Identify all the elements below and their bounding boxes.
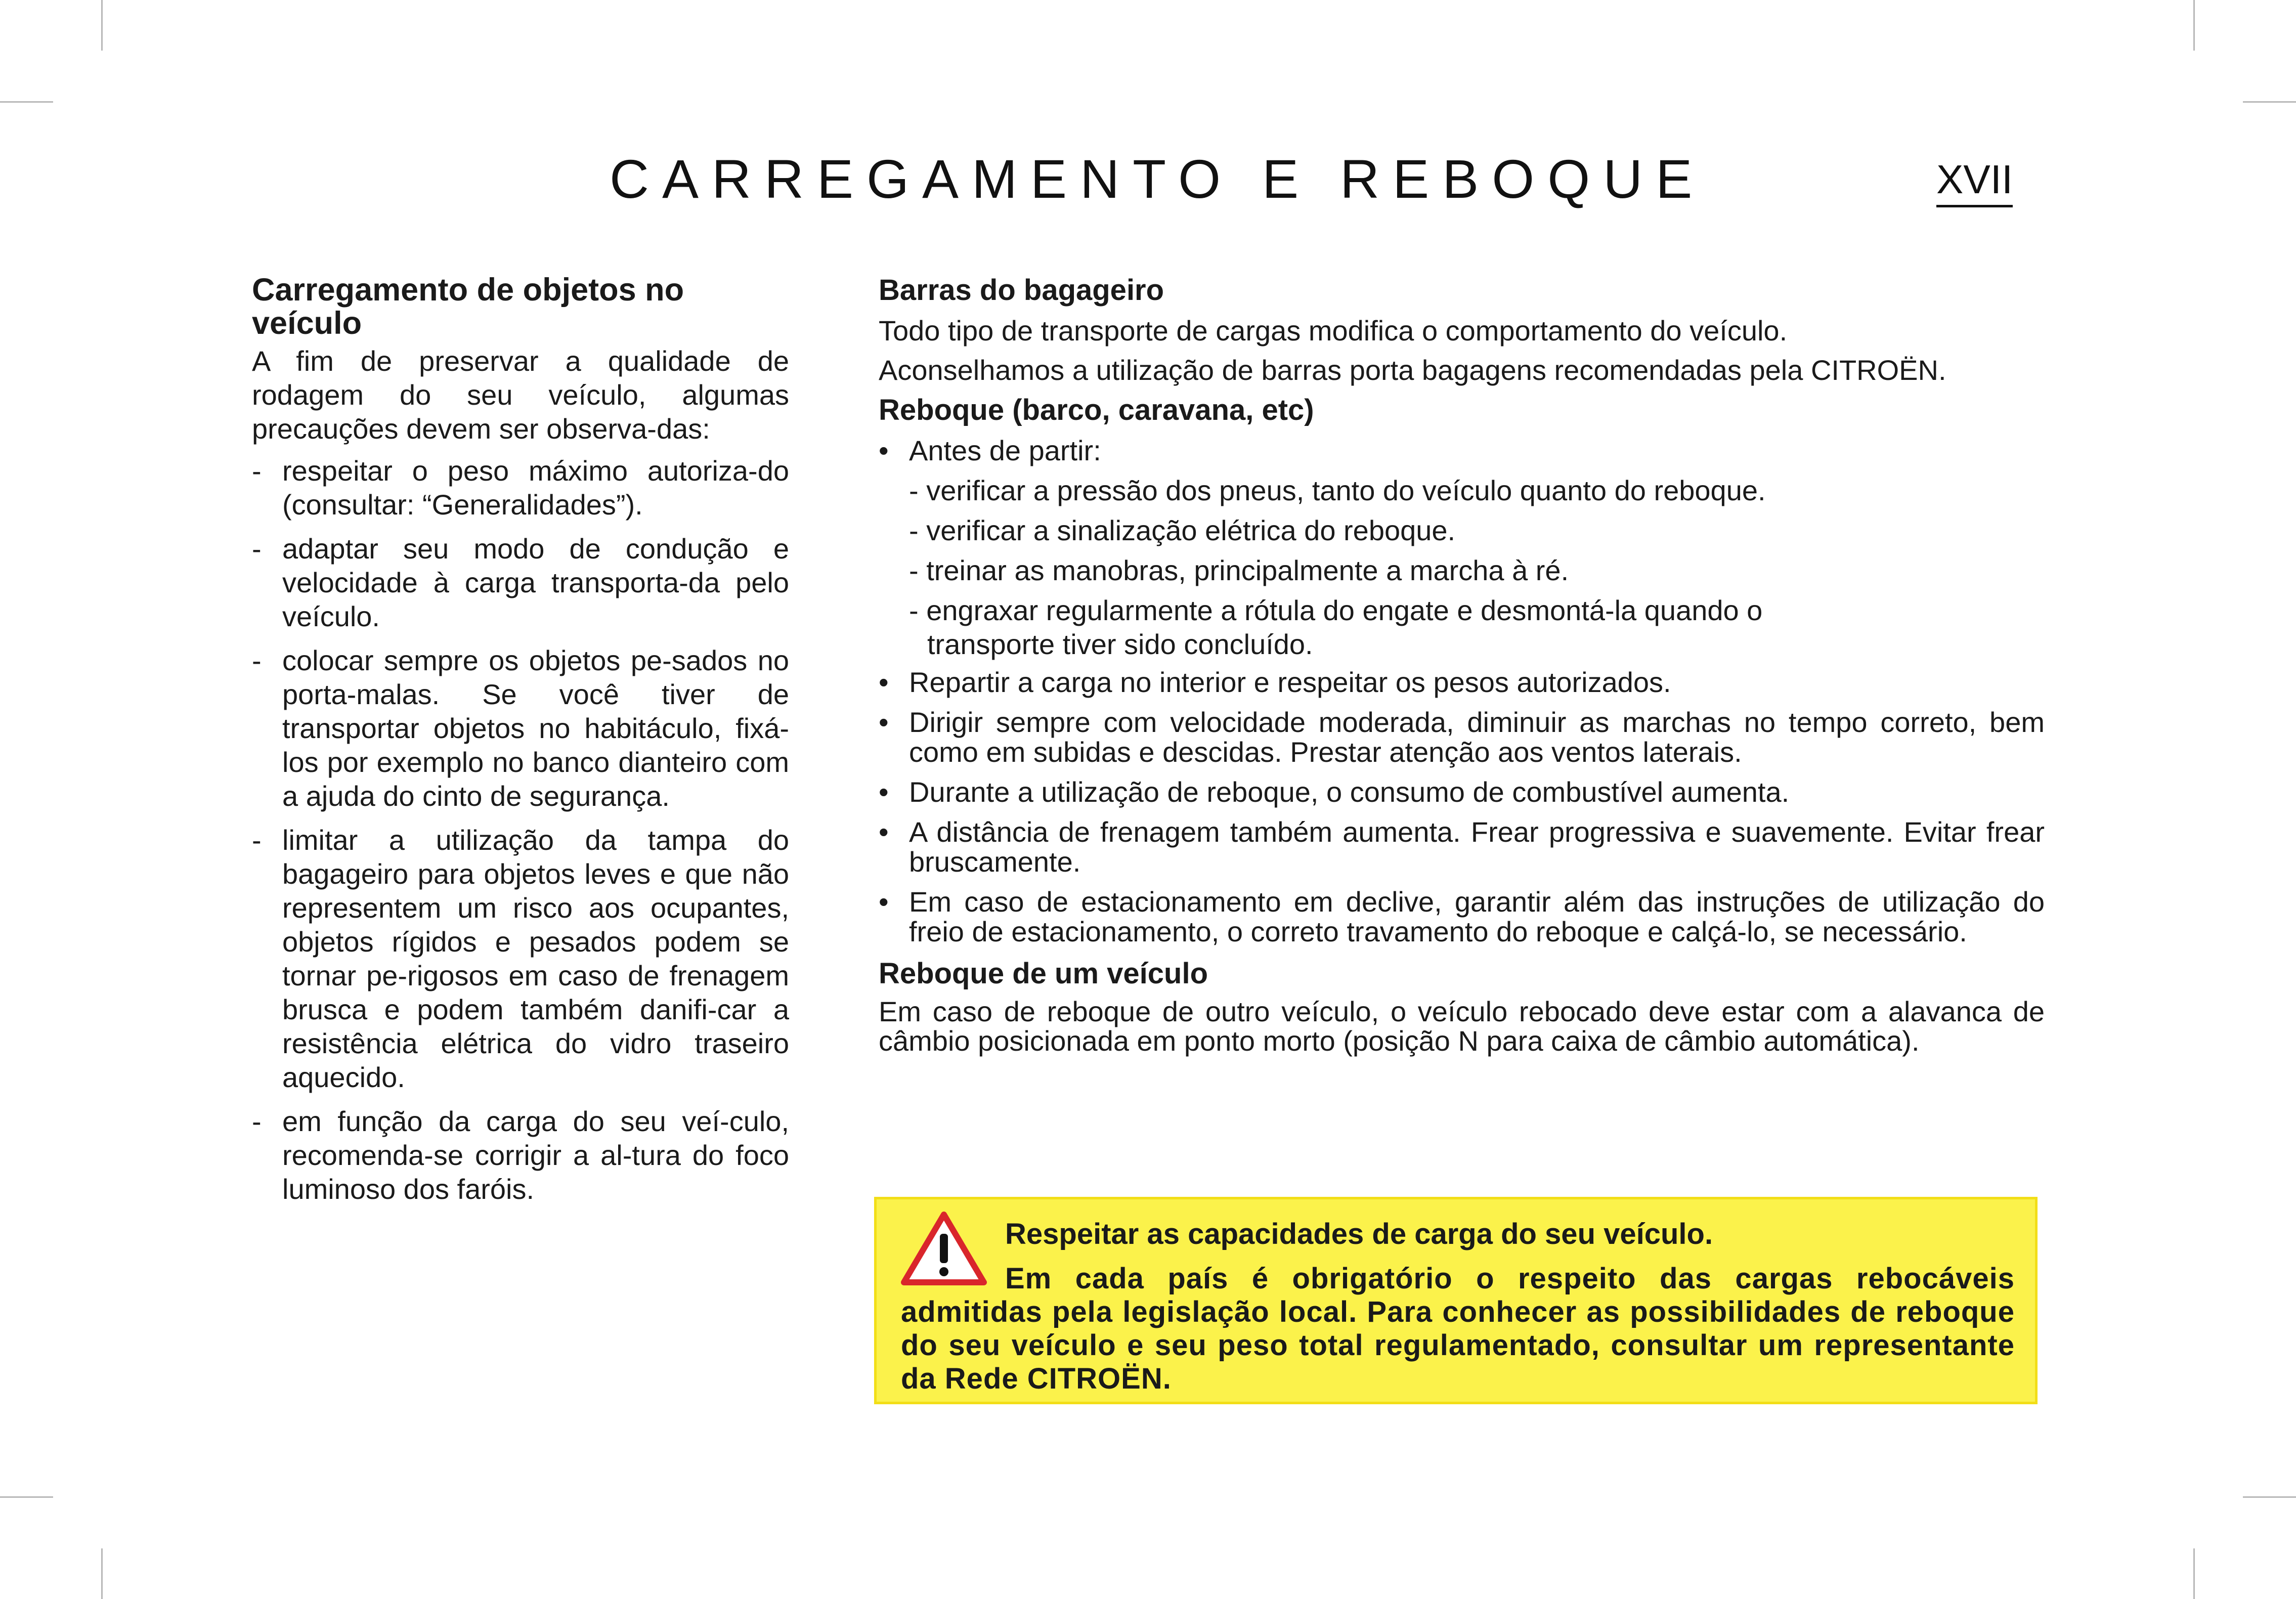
crop-mark	[2243, 1496, 2296, 1498]
crop-mark	[101, 0, 103, 51]
sub-item: - treinar as manobras, principalmente a marcha à ré.	[909, 554, 1569, 586]
crop-mark	[2193, 1548, 2195, 1599]
warning-text: Em cada país é obrigatório o respeito das cargas rebocáveis admitidas pela legislação local. Para conhecer as possibilidades de reboque do seu veículo e seu peso total regulamentado, consultar um representante da Rede CITROËN.	[901, 1262, 2015, 1395]
sub-item: - verificar a pressão dos pneus, tanto do veículo quanto do reboque.	[909, 474, 1766, 506]
section-heading-barras: Barras do bagageiro	[879, 274, 1164, 307]
intro-paragraph: A fim de preservar a qualidade de rodagem do seu veículo, algumas precauções devem ser observa-das:	[252, 345, 789, 445]
crop-mark	[0, 101, 53, 103]
list-item: - colocar sempre os objetos pe-sados no porta-malas. Se você tiver de transportar objetos no habitáculo, fixá-los por exemplo no banco dianteiro com a ajuda do cinto de segurança.	[252, 644, 789, 812]
warning-box	[874, 1197, 2038, 1404]
right-column	[879, 273, 2045, 1064]
bullet-item: • Antes de partir:	[879, 435, 1101, 466]
bullet-item: • Em caso de estacionamento em declive, garantir além das instruções de utilização do freio de estacionamento, o correto travamento do reboque e calçá-lo, se necessário.	[879, 886, 2045, 947]
left-column	[252, 273, 789, 1216]
bullet-item: • Repartir a carga no interior e respeitar os pesos autorizados.	[879, 666, 1671, 698]
list-item: - limitar a utilização da tampa do bagageiro para objetos leves e que não representem um risco aos ocupantes, objetos rígidos e pesados podem se tornar pe-rigosos em caso de frenagem brusca e podem também danifi-car a resistência elétrica do vidro traseiro aquecido.	[252, 824, 789, 1093]
chapter-number: XVII	[1936, 159, 2013, 207]
sub-item: - engraxar regularmente a rótula do engate e desmontá-la quando o	[909, 594, 1763, 626]
crop-mark	[2243, 101, 2296, 103]
paragraph: Aconselhamos a utilização de barras porta bagagens recomendadas pela CITROËN.	[879, 354, 1946, 386]
bullet-item: • Dirigir sempre com velocidade moderada, diminuir as marchas no tempo correto, bem como em subidas e descidas. Prestar atenção aos ventos laterais.	[879, 706, 2045, 768]
section-heading-reboque-veiculo: Reboque de um veículo	[879, 957, 1208, 990]
list-item: - respeitar o peso máximo autoriza-do (consultar: “Generalidades”).	[252, 455, 789, 521]
sub-item-continuation: transporte tiver sido concluído.	[927, 628, 1313, 660]
paragraph: Em caso de reboque de outro veículo, o veículo rebocado deve estar com a alavanca de câmbio posicionada em ponto morto (posição N para caixa de câmbio automática).	[879, 996, 2045, 1057]
crop-mark	[2193, 0, 2195, 51]
list-item: - adaptar seu modo de condução e velocidade à carga transporta-da pelo veículo.	[252, 533, 789, 632]
crop-mark	[101, 1548, 103, 1599]
section-heading-reboque: Reboque (barco, caravana, etc)	[879, 394, 1314, 426]
paragraph: Todo tipo de transporte de cargas modifica o comportamento do veículo.	[879, 315, 1788, 347]
bullet-item: • A distância de frenagem também aumenta. Frear progressiva e suavemente. Evitar frear bruscamente.	[879, 816, 2045, 878]
warning-triangle-icon	[901, 1211, 987, 1286]
section-title: Carregamento de objetos no veículo	[252, 272, 684, 341]
bullet-item: • Durante a utilização de reboque, o consumo de combustível aumenta.	[879, 776, 1790, 808]
page-title: CARREGAMENTO E REBOQUE	[610, 148, 1706, 209]
sub-item: - verificar a sinalização elétrica do reboque.	[909, 514, 1456, 546]
list-item: - em função da carga do seu veí-culo, recomenda-se corrigir a al-tura do foco luminoso dos faróis.	[252, 1105, 789, 1205]
crop-mark	[0, 1496, 53, 1498]
warning-heading: Respeitar as capacidades de carga do seu veículo.	[1005, 1218, 1713, 1250]
